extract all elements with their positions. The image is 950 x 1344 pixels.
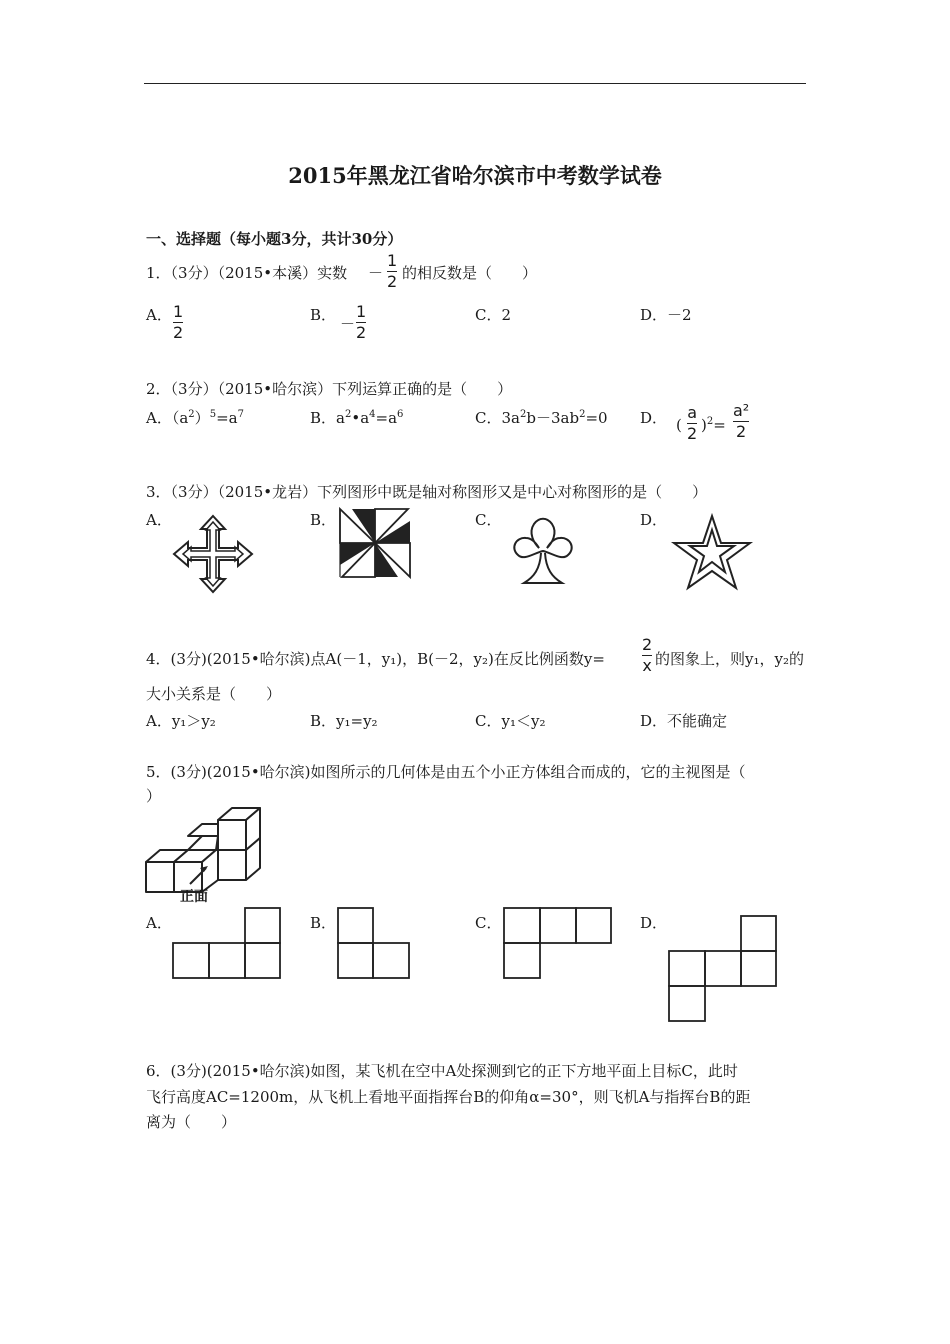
q1-option-c: C．2 — [475, 306, 512, 324]
q2-stem: 2．（3分）（2015•哈尔滨）下列运算正确的是（ ） — [146, 380, 513, 398]
q3-stem: 3．（3分）（2015•龙岩）下列图形中既是轴对称图形又是中心对称图形的是（ ） — [146, 483, 708, 501]
header-rule — [144, 83, 806, 84]
q2-d-right-fraction — [733, 402, 749, 441]
q3-option-c-label: C． — [475, 511, 502, 529]
q1-option-a-fraction — [173, 303, 183, 342]
q3-option-b-label: B． — [310, 511, 337, 529]
q5-option-c-view — [503, 907, 613, 979]
q2-b-label: B． — [310, 409, 337, 427]
q1-option-b-minus: － — [340, 315, 356, 333]
q4-option-d: D．不能确定 — [640, 712, 728, 730]
q1-b-den: 2 — [356, 323, 367, 342]
q1-minus: － — [368, 264, 384, 282]
q1-frac-den: 2 — [387, 272, 398, 291]
q4-frac-num: 2 — [642, 635, 653, 654]
q6-line-1: 6．(3分)(2015•哈尔滨)如图，某飞机在空中A处探测到它的正下方地平面上目标C，此时 — [146, 1062, 738, 1080]
q2-option-d-label: D． — [640, 409, 668, 427]
q5-stem-a: 5．(3分)(2015•哈尔滨)如图所示的几何体是由五个小正方体组合而成的，它的主视图是（ — [146, 763, 746, 781]
q4-stem-b: 的图象上，则y₁，y₂的 — [655, 650, 804, 668]
q6-line-3: 离为（ ） — [146, 1113, 237, 1131]
q1-fraction — [387, 252, 397, 291]
q2-d-left-den: 2 — [687, 424, 698, 443]
q3-option-d-label: D． — [640, 511, 668, 529]
four-arrow-cross-icon — [172, 514, 254, 594]
q4-option-b: B．y₁=y₂ — [310, 712, 378, 730]
q4-stem-c: 大小关系是（ ） — [146, 685, 282, 703]
q5-option-d-label: D． — [640, 914, 668, 932]
q2-option-c: C．$3a^2b-3ab^2=0$ — [475, 409, 608, 427]
q4-fraction — [642, 636, 652, 675]
q4-stem-a: 4．(3分)(2015•哈尔滨)点A(－1，y₁)，B(－2，y₂)在反比例函数y= — [146, 650, 605, 668]
q5-option-c-label: C． — [475, 914, 502, 932]
q5-option-d-view — [668, 915, 778, 1023]
q5-option-a-label: A． — [146, 914, 172, 932]
q1-frac-num: 1 — [387, 251, 398, 270]
q4-frac-den: x — [642, 656, 652, 675]
q2-d-right-den: 2 — [736, 422, 747, 441]
q1-option-d: D．－2 — [640, 306, 692, 324]
q1-option-b-label: B． — [310, 306, 337, 324]
q1-stem-a: 1．（3分）（2015•本溪）实数 — [146, 264, 348, 282]
q1-stem-b: 的相反数是（ ） — [402, 264, 538, 282]
q4-option-a: A．y₁＞y₂ — [146, 712, 216, 730]
star-icon — [672, 514, 752, 594]
q2-a-label: A． — [146, 409, 172, 427]
section-heading: 一、选择题（每小题3分，共计30分） — [146, 230, 403, 248]
page-title: 2015年黑龙江省哈尔滨市中考数学试卷 — [288, 163, 662, 188]
q2-d-left-fraction — [687, 404, 697, 443]
q4-option-c: C．y₁＜y₂ — [475, 712, 546, 730]
q1-option-b-fraction — [356, 303, 366, 342]
q2-d-left-num: a — [687, 403, 697, 422]
q2-d-close-paren: )$^2$= — [701, 416, 726, 434]
q3-option-a-label: A． — [146, 511, 172, 529]
pinwheel-icon — [338, 507, 412, 579]
q1-a-num: 1 — [173, 302, 184, 321]
q1-a-den: 2 — [173, 323, 184, 342]
q2-d-right-num: a² — [733, 401, 750, 420]
q1-b-num: 1 — [356, 302, 367, 321]
club-icon — [504, 511, 582, 589]
q6-line-2: 飞行高度AC=1200m，从飞机上看地平面指挥台B的仰角α=30°，则飞机A与指挥台B的距 — [146, 1088, 751, 1106]
q2-option-a: A．$(a^2)^5=a^7$ — [146, 409, 244, 427]
q2-option-b: B．$a^2•a^4=a^6$ — [310, 409, 404, 427]
q1-option-a-label: A． — [146, 306, 172, 324]
front-view-caption: 正面 — [180, 889, 208, 905]
q5-stem-b: ） — [146, 787, 162, 805]
q2-c-label: C． — [475, 409, 502, 427]
q5-option-b-label: B． — [310, 914, 337, 932]
q5-option-a-view — [172, 907, 282, 979]
q5-option-b-view — [337, 907, 411, 979]
q2-d-open-paren: ( — [676, 416, 682, 434]
